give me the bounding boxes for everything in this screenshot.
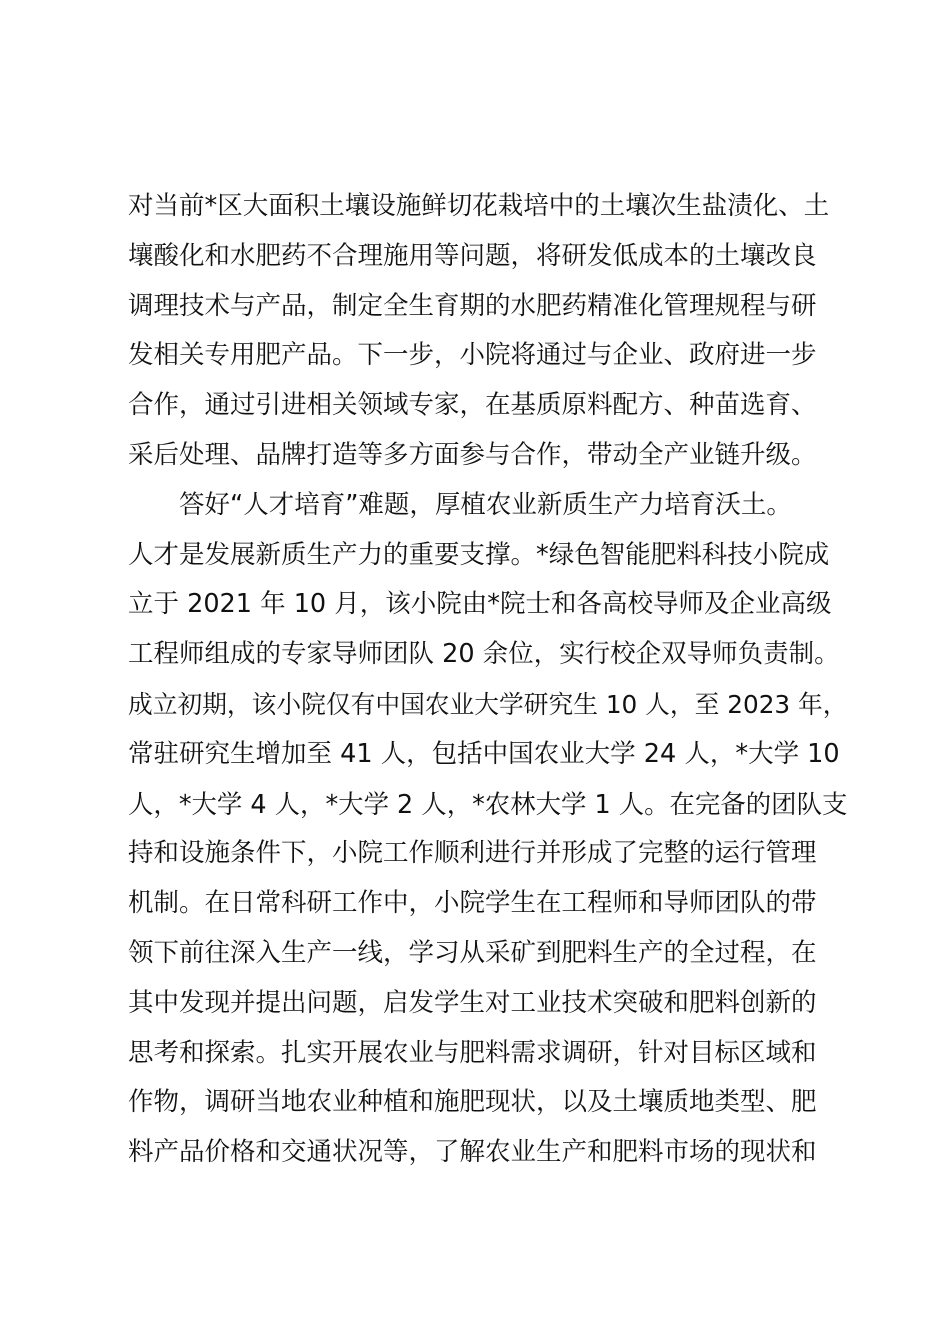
text-line: 机制。在日常科研工作中，小院学生在工程师和导师团队的带 <box>128 888 817 919</box>
text-line: 作物，调研当地农业种植和施肥现状，以及土壤质地类型、肥 <box>128 1087 817 1118</box>
text-line: 壤酸化和水肥药不合理施用等问题，将研发低成本的土壤改良 <box>128 240 817 271</box>
body-text <box>128 182 848 1178</box>
text-line: 立于 2021 年 10 月，该小院由*院士和各高校导师及企业高级 <box>128 589 832 620</box>
text-line: 采后处理、品牌打造等多方面参与合作，带动全产业链升级。 <box>128 439 817 470</box>
paragraph-heading-line: 答好“人才培育”难题，厚植农业新质生产力培育沃土。 <box>179 489 792 520</box>
text-line: 人，*大学 4 人，*大学 2 人，*农林大学 1 人。在完备的团队支 <box>128 788 848 819</box>
text-line: 工程师组成的专家导师团队 20 余位，实行校企双导师负责制。 <box>128 639 840 670</box>
text-line: 料产品价格和交通状况等，了解农业生产和肥料市场的现状和 <box>128 1137 817 1168</box>
text-line: 思考和探索。扎实开展农业与肥料需求调研，针对目标区域和 <box>128 1037 817 1068</box>
text-line: 领下前往深入生产一线，学习从采矿到肥料生产的全过程，在 <box>128 937 817 968</box>
text-line: 其中发现并提出问题，启发学生对工业技术突破和肥料创新的 <box>128 987 817 1018</box>
text-line: 成立初期，该小院仅有中国农业大学研究生 10 人，至 2023 年， <box>128 689 848 719</box>
text-line: 合作，通过引进相关领域专家，在基质原料配方、种苗选育、 <box>128 390 817 421</box>
text-line: 持和设施条件下，小院工作顺利进行并形成了完整的运行管理 <box>128 838 817 869</box>
text-line: 对当前*区大面积土壤设施鲜切花栽培中的土壤次生盐渍化、土 <box>128 191 830 221</box>
text-line: 人才是发展新质生产力的重要支撑。*绿色智能肥料科技小院成 <box>128 539 830 570</box>
text-line: 调理技术与产品，制定全生育期的水肥药精准化管理规程与研 <box>128 290 817 321</box>
text-line: 发相关专用肥产品。下一步，小院将通过与企业、政府进一步 <box>128 340 817 371</box>
text-line: 常驻研究生增加至 41 人，包括中国农业大学 24 人，*大学 10 <box>128 738 840 769</box>
